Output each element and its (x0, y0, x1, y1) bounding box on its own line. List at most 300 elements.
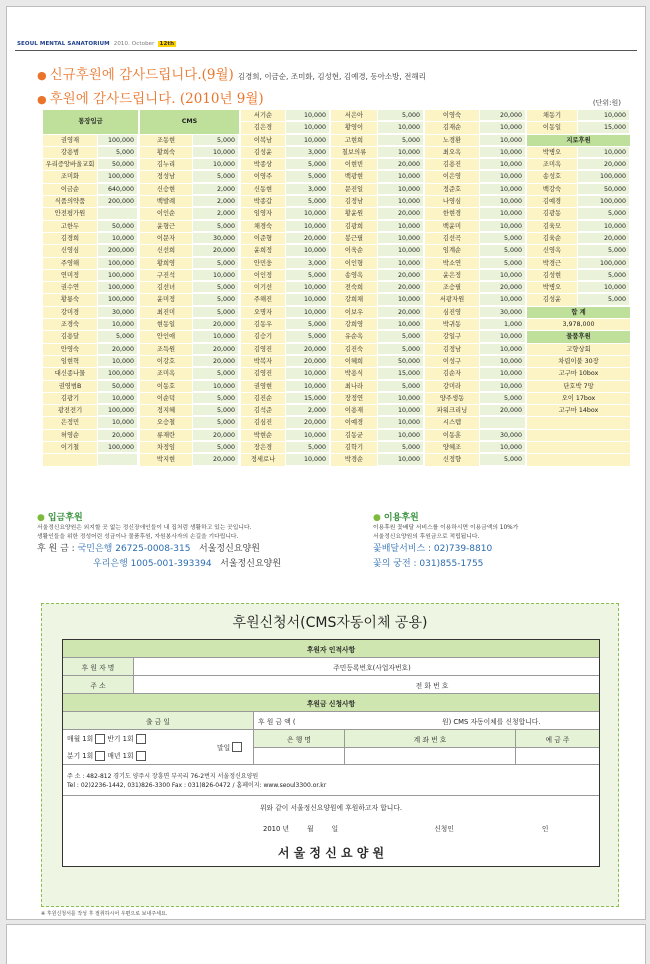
account-holder-1: 서울정신요양원 (199, 544, 260, 554)
donor-amount: 10,000 (480, 381, 526, 392)
phone-field[interactable] (472, 676, 599, 693)
donor-row (140, 405, 240, 417)
newsletter-page (6, 6, 646, 920)
donor-row (241, 405, 330, 417)
day-label: 일 (331, 824, 339, 833)
flower-palace-phone: 꽃의 궁전 : 031)855-1755 (373, 559, 484, 569)
donor-name: 서광자원 (425, 294, 480, 306)
account-kookmin: 국민은행 26725-0008-315 (77, 544, 191, 554)
donor-name: 시스템 (425, 417, 480, 429)
donor-name: 강희영 (331, 319, 378, 331)
donation-request-header (63, 694, 599, 712)
donor-row (43, 171, 139, 183)
donor-name: 차정임 (140, 442, 193, 454)
address-label: 주 소 (63, 676, 134, 693)
donor-item (527, 454, 631, 466)
donor-row (140, 270, 240, 282)
donor-name: 김예경 (527, 196, 578, 208)
donor-row (241, 381, 330, 393)
donor-amount (98, 454, 138, 465)
donor-amount: 10,000 (480, 184, 526, 195)
donor-amount: 50,000 (98, 159, 138, 170)
donor-name: 김선녀 (140, 282, 193, 294)
donor-name: 신동현 (241, 184, 286, 196)
donor-amount: 20,000 (193, 319, 239, 330)
donor-amount: 10,000 (378, 430, 424, 441)
donor-name: 김용달 (43, 331, 98, 343)
donor-amount: 5,000 (193, 417, 239, 428)
donor-amount: 100,000 (578, 196, 630, 207)
donor-name: 강희채 (331, 294, 378, 306)
donor-name: 박경순 (331, 454, 378, 466)
donor-name: 류재란 (140, 430, 193, 442)
donor-amount: 1,000 (480, 319, 526, 330)
issue-date: 2010. October (113, 41, 155, 47)
bullet-icon: ● (37, 513, 45, 523)
pledge-text: 위와 같이 서울정신요양원에 후원하고자 합니다. (259, 803, 403, 812)
donor-name: 이기선 (241, 282, 286, 294)
donor-amount: 100,000 (98, 442, 138, 453)
donor-row (425, 294, 526, 306)
donor-row (425, 159, 526, 171)
donor-amount: 5,000 (193, 405, 239, 416)
donor-row (331, 147, 424, 159)
donor-name: 장정연 (331, 393, 378, 405)
donor-row (331, 454, 424, 466)
donor-name: 허영순 (43, 430, 98, 442)
donor-row (241, 147, 330, 159)
donor-row (241, 122, 330, 134)
donor-row (527, 159, 631, 171)
donor-amount: 20,000 (378, 307, 424, 318)
donor-amount: 10,000 (286, 208, 330, 219)
donor-name: 이인순 (140, 208, 193, 220)
phone-label: 전 화 번 호 (415, 681, 449, 690)
donor-amount: 100,000 (98, 294, 138, 305)
donor-row (331, 442, 424, 454)
donor-amount: 10,000 (480, 368, 526, 379)
donor-name: 안민웅 (241, 258, 286, 270)
donor-name: 안전평가원 (43, 208, 98, 220)
donor-name: 박종갑 (241, 196, 286, 208)
donor-amount: 10,000 (578, 147, 630, 158)
donor-item (527, 442, 631, 454)
deposit-accounts (37, 542, 281, 572)
donor-row (425, 356, 526, 368)
donor-name: 박용식 (331, 368, 378, 380)
donor-name: 유순옥 (331, 331, 378, 343)
donor-amount: 10,000 (480, 294, 526, 305)
donor-row (527, 331, 631, 343)
new-donor-names: 김경희, 이금순, 조미화, 김성현, 김예경, 동아소방, 전해리 (237, 72, 426, 81)
donor-row (527, 405, 631, 417)
donor-row (140, 171, 240, 183)
donor-info-label: 후원자 인적사항 (306, 645, 356, 654)
donor-row (425, 381, 526, 393)
donor-row (331, 184, 424, 196)
donor-name: 이기철 (43, 442, 98, 454)
donor-item (527, 417, 631, 429)
donor-name: 김석준 (241, 405, 286, 417)
donor-row (241, 282, 330, 294)
donor-name: 이동호 (140, 381, 193, 393)
donor-name: 안영숙 (43, 344, 98, 356)
donor-amount: 10,000 (98, 356, 138, 367)
column-header: CMS (140, 110, 240, 135)
donor-amount: 30,000 (480, 307, 526, 318)
donor-info-header (63, 640, 599, 658)
donor-row (140, 159, 240, 171)
donor-amount: 10,000 (286, 122, 330, 133)
newsletter-header (17, 41, 176, 47)
donor-row (527, 245, 631, 257)
donor-name: 김육모 (527, 221, 578, 233)
donor-name: 신영심 (43, 245, 98, 257)
donor-row (331, 233, 424, 245)
donor-amount: 30,000 (193, 233, 239, 244)
donor-row (241, 417, 330, 429)
donor-amount: 10,000 (378, 294, 424, 305)
donor-row (140, 233, 240, 245)
donor-amount: 5,000 (480, 233, 526, 244)
year-label: 2010 년 (263, 824, 290, 833)
donor-row (43, 159, 139, 171)
donor-amount: 10,000 (480, 196, 526, 207)
pledge-row (63, 796, 599, 866)
donor-amount: 20,000 (480, 405, 526, 416)
donor-name: 이문자 (140, 233, 193, 245)
donor-amount: 5,000 (193, 221, 239, 232)
donor-name: 백발례 (140, 196, 193, 208)
donor-amount: 200,000 (98, 196, 138, 207)
donor-row (527, 368, 631, 380)
donor-row (140, 196, 240, 208)
deposit-donation-title (37, 510, 83, 523)
donor-name: 이예경 (331, 417, 378, 429)
donor-row (331, 393, 424, 405)
donor-amount: 10,000 (286, 245, 330, 256)
donor-row (425, 368, 526, 380)
donor-row (527, 147, 631, 159)
donor-amount: 2,000 (286, 405, 330, 416)
option-yearly-label: 매년 1회 (107, 752, 134, 760)
donor-amount: 5,000 (193, 282, 239, 293)
donor-amount: 10,000 (378, 233, 424, 244)
donor-name: 김진순 (241, 393, 286, 405)
donor-row (241, 307, 330, 319)
donor-amount: 5,000 (480, 245, 526, 256)
donor-name: 이순덕 (140, 393, 193, 405)
donor-name: 황영이 (331, 122, 378, 134)
withdraw-options (63, 730, 254, 764)
account-holder-field[interactable] (516, 748, 599, 764)
donor-row (527, 184, 631, 196)
donor-amount: 10,000 (98, 233, 138, 244)
donor-amount (98, 208, 138, 219)
org-address: 주 소 : 482-812 경기도 양주시 장흥면 부곡리 76-2번지 서울정신요양원 (67, 773, 259, 780)
donor-name: 임계순 (425, 245, 480, 257)
donor-row (140, 245, 240, 257)
donor-amount: 5,000 (193, 393, 239, 404)
donor-amount: 20,000 (378, 208, 424, 219)
donor-name: 김성현 (527, 270, 578, 282)
donor-name: 권영현 (241, 381, 286, 393)
donor-name: 김성윤 (527, 294, 578, 306)
account-number-field[interactable] (345, 748, 516, 764)
donor-row (140, 331, 240, 343)
donor-row (43, 184, 139, 196)
donor-row (527, 171, 631, 183)
donor-name: 이금순 (43, 184, 98, 196)
option-yearly-checkbox[interactable] (136, 751, 146, 761)
donor-row (241, 356, 330, 368)
donor-amount: 10,000 (378, 184, 424, 195)
donor-row (241, 135, 330, 147)
donor-name: 이영주 (241, 171, 286, 183)
bank-name-field[interactable] (254, 748, 345, 764)
donor-amount: 10,000 (480, 344, 526, 355)
donor-name: 김광동 (527, 208, 578, 220)
donor-row (241, 110, 330, 122)
donor-amount: 5,000 (480, 454, 526, 465)
donor-row (140, 319, 240, 331)
donor-name: 김동우 (241, 319, 286, 331)
donor-amount: 10,000 (378, 454, 424, 465)
donor-amount: 100,000 (98, 270, 138, 281)
donor-name: 박경근 (527, 258, 578, 270)
donor-amount: 200,000 (98, 245, 138, 256)
donor-name: 신선희 (140, 245, 193, 257)
donor-row (331, 430, 424, 442)
donor-row (43, 221, 139, 233)
donor-row (425, 307, 526, 319)
donor-name: 식품의약품 (43, 196, 98, 208)
donor-amount: 5,000 (286, 196, 330, 207)
donor-row (43, 393, 139, 405)
donor-amount: 10,000 (480, 270, 526, 281)
option-lastday-checkbox[interactable] (232, 742, 242, 752)
account-holder-2: 서울정신요양원 (220, 559, 282, 569)
donor-name-row (63, 658, 599, 676)
donor-item: 3,978,000 (527, 319, 631, 331)
donor-row (43, 454, 139, 466)
donor-row (425, 171, 526, 183)
bank-name-label: 은 행 명 (254, 730, 345, 747)
donor-row (331, 221, 424, 233)
option-monthly-checkbox[interactable] (95, 734, 105, 744)
donor-amount: 10,000 (193, 147, 239, 158)
donor-row (425, 270, 526, 282)
donor-name: 이용재 (331, 405, 378, 417)
donor-amount: 5,000 (193, 258, 239, 269)
donor-name: 고현희 (331, 135, 378, 147)
donor-name: 채경숙 (241, 221, 286, 233)
donor-name: 조득원 (140, 344, 193, 356)
donor-name: 안인애 (140, 331, 193, 343)
donor-row (331, 319, 424, 331)
donor-amount: 10,000 (378, 147, 424, 158)
donor-row (331, 344, 424, 356)
rrn-field[interactable] (442, 658, 599, 675)
donor-name: 김광기 (43, 393, 98, 405)
donor-table (43, 110, 626, 467)
donor-name: 칠보의류 (331, 147, 378, 159)
donor-name: 고한두 (43, 221, 98, 233)
option-quarter-checkbox[interactable] (95, 751, 105, 761)
donor-name: 백윤미 (425, 221, 480, 233)
donor-name-field[interactable] (134, 658, 298, 675)
donor-amount: 10,000 (378, 196, 424, 207)
donor-name: 연미정 (43, 270, 98, 282)
donor-name: 양주생동 (425, 393, 480, 405)
donor-row (43, 417, 139, 429)
donor-amount: 10,000 (286, 307, 330, 318)
donor-row (140, 442, 240, 454)
donor-name: 김누리 (140, 159, 193, 171)
donor-amount: 10,000 (378, 319, 424, 330)
donor-name: 오승철 (140, 417, 193, 429)
column-header: 통장입금 (43, 110, 139, 135)
donor-amount: 10,000 (378, 122, 424, 133)
donor-name: 윤형근 (140, 221, 193, 233)
donor-amount: 3,000 (286, 147, 330, 158)
header-rule (15, 50, 637, 51)
donor-name: 박복자 (241, 356, 286, 368)
donor-row (527, 270, 631, 282)
donor-amount: 10,000 (378, 171, 424, 182)
donor-name: 이성구 (425, 356, 480, 368)
rrn-label: 주민등록번호(사업자번호) (333, 663, 411, 672)
org-contact: Tel : 02)2236-1442, 031)826-3300 Fax : 031)826-0472 / 홈페이지: www.seoul3300.or.kr (67, 782, 327, 789)
section-label: 합 계 (527, 307, 631, 319)
donor-row (425, 442, 526, 454)
donor-row (241, 221, 330, 233)
donor-amount: 100,000 (98, 282, 138, 293)
donor-amount: 100,000 (578, 171, 630, 182)
donor-amount: 30,000 (480, 430, 526, 441)
donor-amount: 3,000 (286, 184, 330, 195)
donor-name: 김재순 (425, 122, 480, 134)
donor-amount: 20,000 (480, 110, 526, 121)
donor-row (43, 245, 139, 257)
donor-amount: 20,000 (286, 356, 330, 367)
donor-amount: 30,000 (98, 307, 138, 318)
date-line (63, 823, 599, 833)
donor-amount: 5,000 (286, 319, 330, 330)
donor-name: 이인형 (331, 258, 378, 270)
donor-amount: 5,000 (193, 307, 239, 318)
donor-column (241, 110, 330, 467)
donor-row (140, 184, 240, 196)
donor-amount: 20,000 (193, 356, 239, 367)
donor-row (140, 135, 240, 147)
month-label: 월 (307, 824, 314, 833)
donor-amount: 50,000 (578, 184, 630, 195)
donor-name: 김영진 (241, 344, 286, 356)
use-description (373, 524, 518, 541)
donor-row (425, 221, 526, 233)
address-field[interactable] (134, 676, 388, 693)
donor-amount: 10,000 (578, 282, 630, 293)
donor-amount: 10,000 (480, 159, 526, 170)
donor-name: 임영자 (241, 208, 286, 220)
donor-item: 고구마 10box (527, 368, 631, 380)
donor-name: 이복남 (241, 135, 286, 147)
donor-row (331, 159, 424, 171)
donor-row (527, 258, 631, 270)
donor-row (43, 294, 139, 306)
donor-name: 이동일 (527, 122, 578, 134)
deposit-description (37, 524, 251, 541)
option-half-checkbox[interactable] (136, 734, 146, 744)
donor-name: 조미화 (43, 171, 98, 183)
option-monthly-label: 매월 1회 (67, 735, 94, 743)
donor-amount: 20,000 (98, 344, 138, 355)
donor-name: 백광현 (331, 171, 378, 183)
donor-name: 황윤원 (331, 208, 378, 220)
donor-name: 신영옥 (527, 245, 578, 257)
donor-name: 이은영 (425, 171, 480, 183)
donor-amount: 15,000 (286, 393, 330, 404)
form-title: 후원신청서(CMS자동이체 공용) (232, 615, 428, 631)
donor-amount: 100,000 (98, 405, 138, 416)
donor-row (331, 270, 424, 282)
form-org-name: 서 울 정 신 요 양 원 (277, 845, 385, 860)
donor-row (425, 233, 526, 245)
donor-row (140, 282, 240, 294)
donor-name: 황희영 (140, 258, 193, 270)
donor-row (425, 258, 526, 270)
thanks-title: 후원에 감사드립니다. (2010년 9월) (49, 91, 264, 107)
donor-amount: 5,000 (193, 442, 239, 453)
donor-amount: 10,000 (193, 381, 239, 392)
donor-row (140, 208, 240, 220)
donor-name: 이혜희 (331, 356, 378, 368)
donor-row (241, 258, 330, 270)
donor-row (43, 405, 139, 417)
donor-name: 정성남 (140, 171, 193, 183)
donor-row (241, 368, 330, 380)
donor-amount: 100,000 (98, 171, 138, 182)
donor-column (140, 110, 240, 467)
donor-row (43, 233, 139, 245)
donor-row (331, 196, 424, 208)
donor-row (425, 405, 526, 417)
use-donation-title (373, 510, 419, 523)
donor-row (425, 147, 526, 159)
donor-name: 김용진 (425, 159, 480, 171)
donor-amount: 10,000 (193, 331, 239, 342)
donor-amount: 20,000 (378, 159, 424, 170)
donor-amount: 10,000 (286, 294, 330, 305)
donor-amount: 5,000 (98, 147, 138, 158)
donor-name: 나영심 (425, 196, 480, 208)
donor-amount: 10,000 (378, 393, 424, 404)
donor-amount: 20,000 (286, 233, 330, 244)
donor-row (241, 430, 330, 442)
donor-row (140, 221, 240, 233)
donor-amount: 10,000 (286, 454, 330, 465)
donor-amount: 10,000 (286, 430, 330, 441)
donor-amount: 20,000 (98, 430, 138, 441)
donor-row (140, 147, 240, 159)
donor-row (140, 381, 240, 393)
donor-name: 윤희정 (241, 245, 286, 257)
donor-name: 김육순 (527, 233, 578, 245)
option-lastday-label: 말일 (217, 744, 231, 752)
donor-row (43, 430, 139, 442)
donor-amount: 10,000 (378, 245, 424, 256)
